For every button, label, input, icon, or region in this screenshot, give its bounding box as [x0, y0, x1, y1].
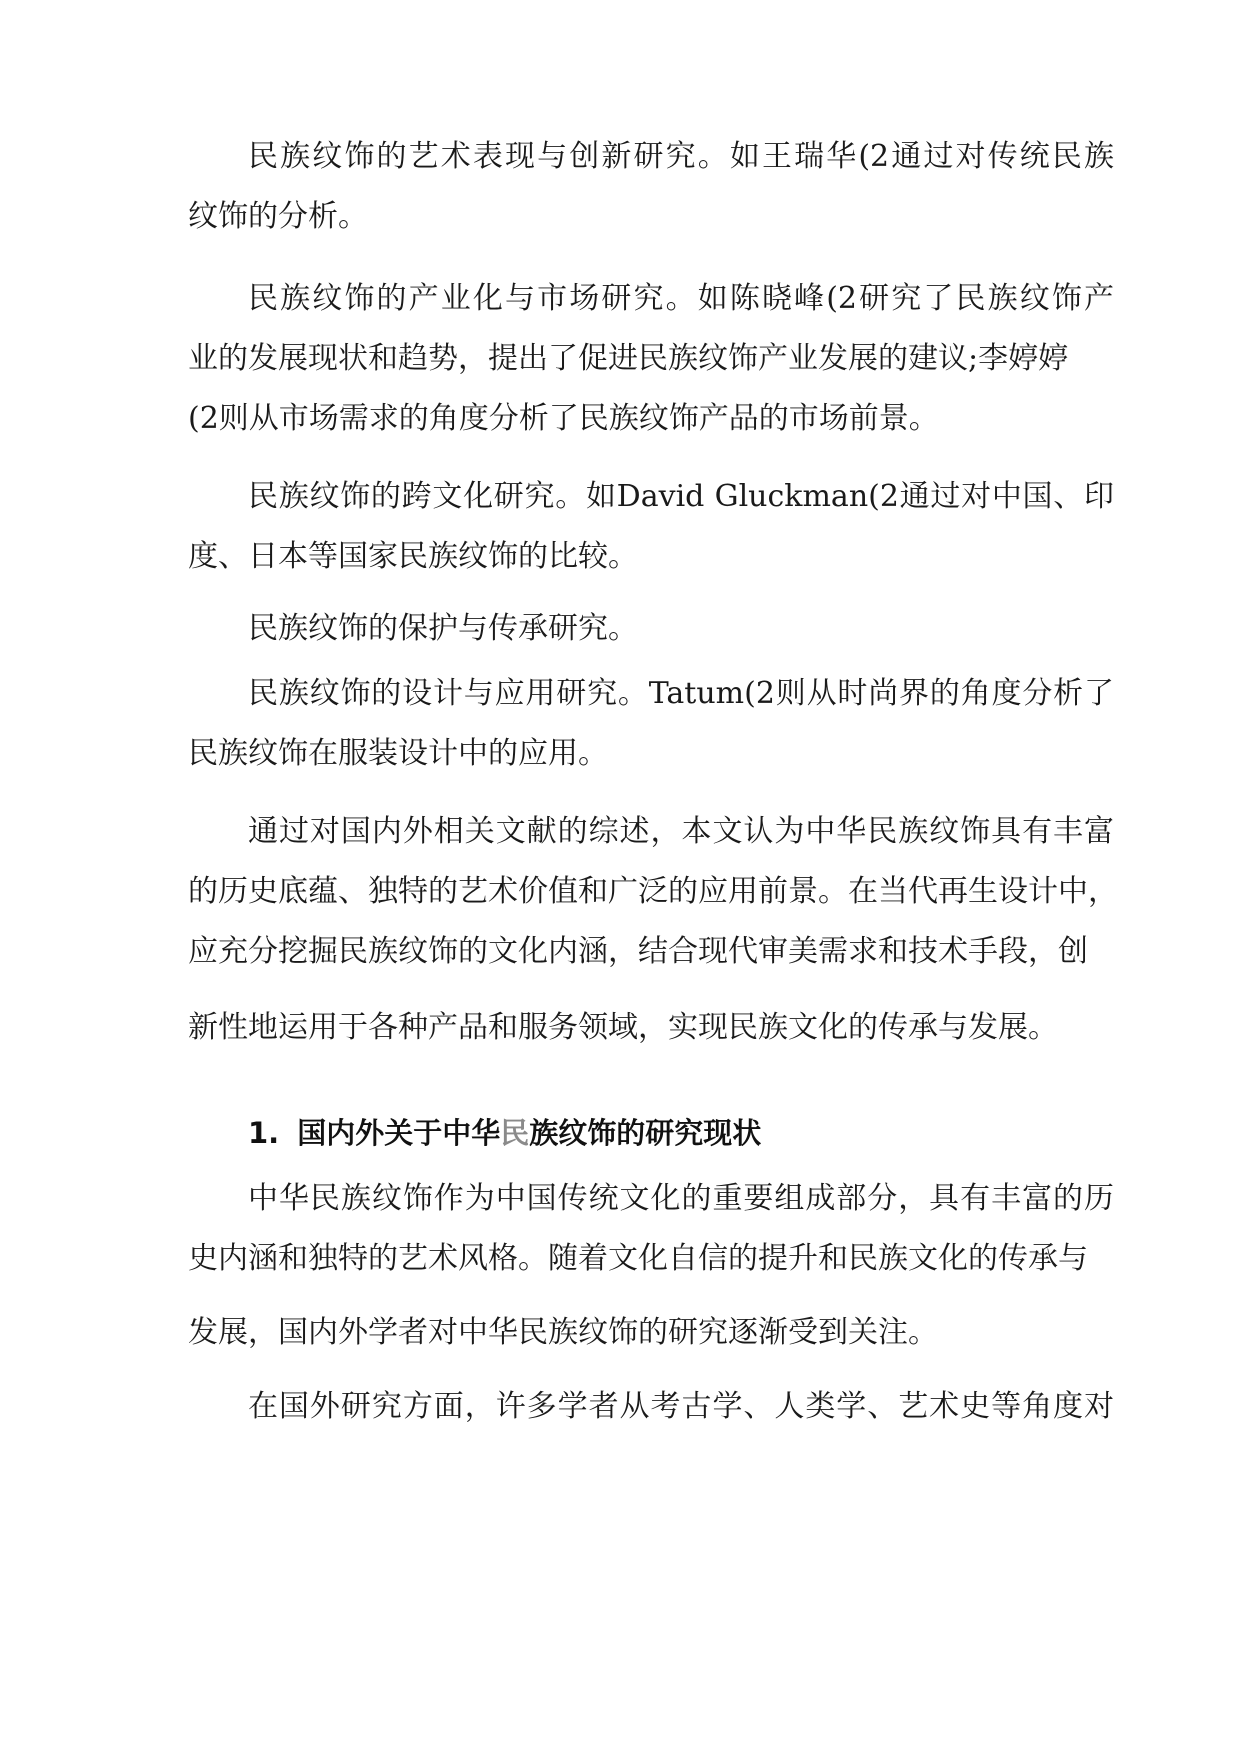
paragraph-line: 史内涵和独特的艺术风格。随着文化自信的提升和民族文化的传承与 — [188, 1241, 1088, 1276]
paragraph-line: 发展，国内外学者对中华民族纹饰的研究逐渐受到关注。 — [188, 1315, 938, 1350]
section-heading — [248, 1101, 761, 1165]
paragraph-line: 业的发展现状和趋势，提出了促进民族纹饰产业发展的建议;李婷婷 — [188, 341, 1069, 376]
paragraph-line: 在国外研究方面，许多学者从考古学、人类学、艺术史等角度对 — [248, 1389, 1114, 1424]
section-title-part: 民 — [500, 1116, 530, 1150]
paragraph-line: 的历史底蕴、独特的艺术价值和广泛的应用前景。在当代再生设计中， — [188, 874, 1118, 909]
paragraph-line: 民族纹饰的跨文化研究。如David Gluckman(2通过对中国、印 — [248, 479, 1114, 514]
paragraph-line: 中华民族纹饰作为中国传统文化的重要组成部分，具有丰富的历 — [248, 1181, 1114, 1216]
paragraph-line: (2则从市场需求的角度分析了民族纹饰产品的市场前景。 — [188, 401, 939, 436]
paragraph-line: 度、日本等国家民族纹饰的比较。 — [188, 539, 638, 574]
paragraph-line: 民族纹饰的设计与应用研究。Tatum(2则从时尚界的角度分析了 — [248, 676, 1114, 711]
paragraph-line: 民族纹饰在服装设计中的应用。 — [188, 736, 608, 771]
section-title-part: 国内外关于中华 — [297, 1116, 501, 1150]
paragraph-line: 民族纹饰的艺术表现与创新研究。如王瑞华(2通过对传统民族 — [248, 139, 1114, 174]
paragraph-line: 纹饰的分析。 — [188, 199, 368, 234]
paragraph-line: 民族纹饰的产业化与市场研究。如陈晓峰(2研究了民族纹饰产 — [248, 281, 1114, 316]
paragraph-line: 应充分挖掘民族纹饰的文化内涵，结合现代审美需求和技术手段，创 — [188, 934, 1088, 969]
section-title-part: 族纹饰的研究现状 — [529, 1116, 762, 1150]
paragraph-line: 新性地运用于各种产品和服务领域，实现民族文化的传承与发展。 — [188, 1010, 1058, 1045]
paragraph-line: 民族纹饰的保护与传承研究。 — [248, 611, 638, 646]
section-number: 1. — [248, 1116, 280, 1150]
paragraph-line: 通过对国内外相关文献的综述，本文认为中华民族纹饰具有丰富 — [248, 814, 1114, 849]
